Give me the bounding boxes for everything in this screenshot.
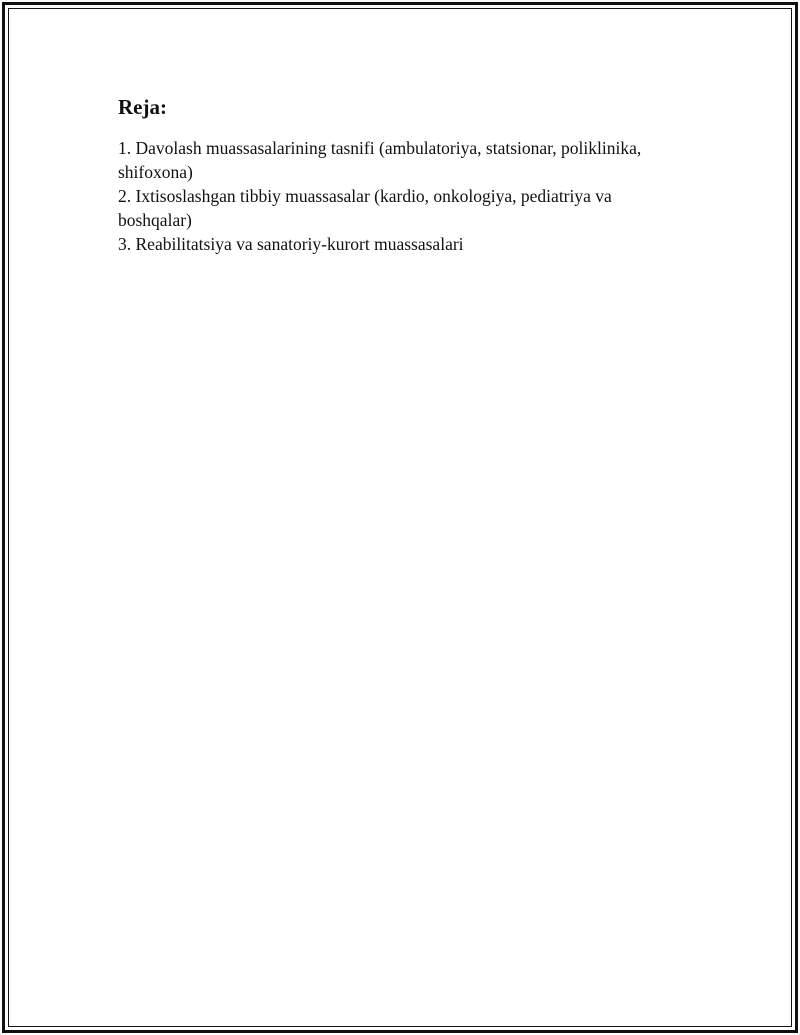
plan-item-1: 1. Davolash muassasalarining tasnifi (ambulatoriya, statsionar, poliklinika, shifoxona) [118,138,642,182]
plan-item-2: 2. Ixtisoslashgan tibbiy muassasalar (kardio, onkologiya, pediatriya va boshqalar) [118,186,612,230]
plan-item-3: 3. Reabilitatsiya va sanatoriy-kurort muassasalari [118,234,464,254]
plan-heading: Reja: [118,95,167,119]
document-content [118,94,688,256]
plan-list [118,136,688,256]
